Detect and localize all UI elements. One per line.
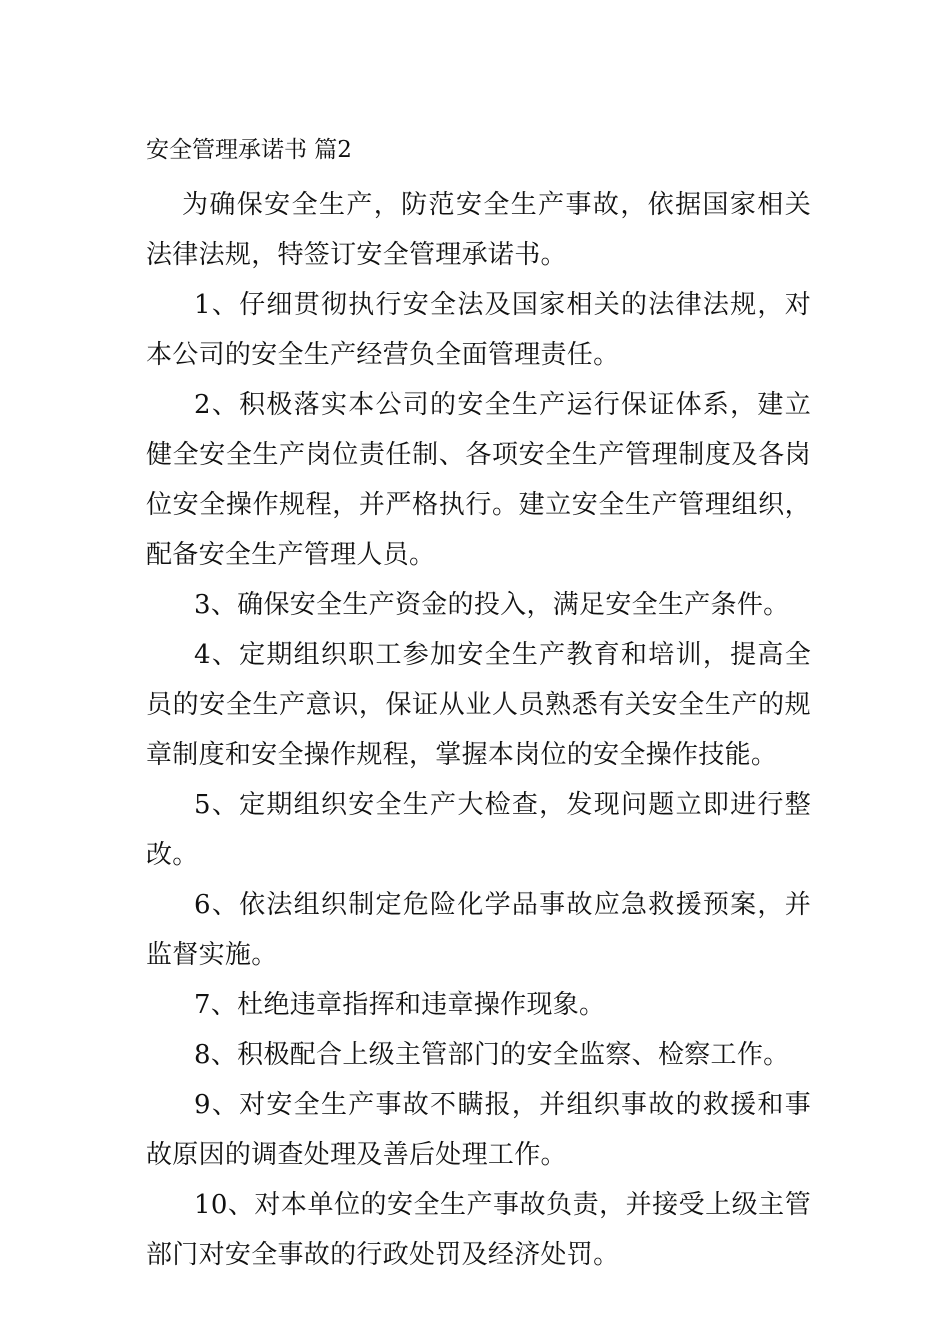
intro-paragraph: 为确保安全生产，防范安全生产事故，依据国家相关法律法规，特签订安全管理承诺书。 — [146, 190, 811, 270]
clause-5: 5、定期组织安全生产大检查，发现问题立即进行整改。 — [146, 790, 811, 870]
clause-10: 10、对本单位的安全生产事故负责，并接受上级主管部门对安全事故的行政处罚及经济处罚。 — [146, 1190, 811, 1270]
clause-9: 9、对安全生产事故不瞒报，并组织事故的救援和事故原因的调查处理及善后处理工作。 — [146, 1090, 811, 1170]
clause-3: 3、确保安全生产资金的投入，满足安全生产条件。 — [194, 590, 790, 620]
clause-6: 6、依法组织制定危险化学品事故应急救援预案，并监督实施。 — [146, 890, 811, 970]
clause-8: 8、积极配合上级主管部门的安全监察、检察工作。 — [194, 1040, 790, 1070]
clause-7: 7、杜绝违章指挥和违章操作现象。 — [194, 990, 606, 1020]
document-title: 安全管理承诺书 篇2 — [146, 137, 352, 163]
clause-4: 4、定期组织职工参加安全生产教育和培训，提高全员的安全生产意识，保证从业人员熟悉有关安全生产的规章制度和安全操作规程，掌握本岗位的安全操作技能。 — [146, 640, 811, 770]
clause-1: 1、仔细贯彻执行安全法及国家相关的法律法规，对本公司的安全生产经营负全面管理责任。 — [146, 290, 811, 370]
clause-2: 2、积极落实本公司的安全生产运行保证体系，建立健全安全生产岗位责任制、各项安全生产管理制度及各岗位安全操作规程，并严格执行。建立安全生产管理组织，配备安全生产管理人员。 — [146, 390, 811, 570]
document-body — [146, 180, 811, 1280]
